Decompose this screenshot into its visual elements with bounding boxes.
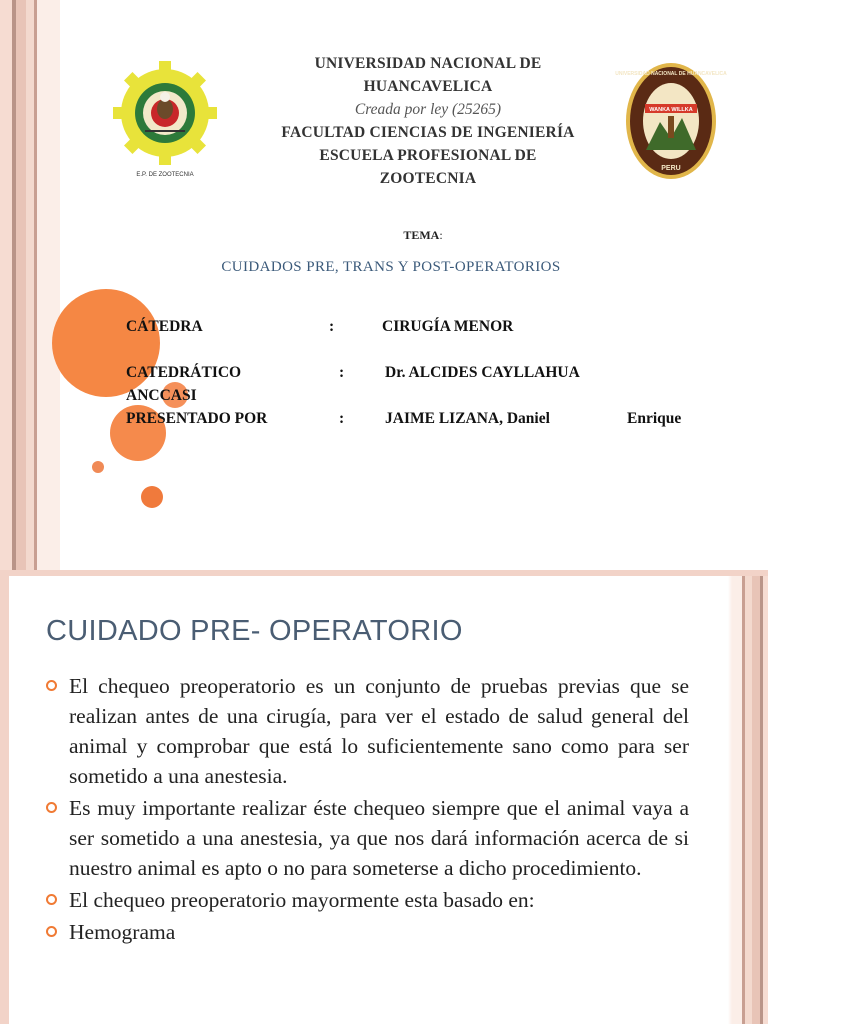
presentado-colon: :: [339, 410, 345, 427]
catedratico-value-cont: ANCCASI: [126, 387, 197, 404]
logo-right-bottom: PERU: [661, 165, 681, 172]
header-creation-law: Creada por ley (25265): [354, 101, 502, 118]
bullet-list: [44, 671, 689, 949]
school-seal-logo: [114, 58, 216, 180]
bullet-ring-icon: [46, 802, 57, 813]
catedra-value: CIRUGÍA MENOR: [382, 318, 514, 335]
decorative-circle-small: [141, 486, 163, 508]
content-slide: [0, 576, 768, 1024]
catedra-label: CÁTEDRA: [126, 318, 203, 335]
bullet-ring-icon: [46, 680, 57, 691]
catedratico-value: Dr. ALCIDES CAYLLAHUA: [385, 364, 580, 381]
decorative-left-bar: [0, 576, 9, 1024]
bullet-ring-icon: [46, 926, 57, 937]
university-header: [240, 52, 616, 190]
slide-title: CUIDADO PRE- OPERATORIO: [46, 615, 463, 647]
logo-left-caption: E.P. DE ZOOTECNIA: [136, 172, 194, 178]
decorative-circle-tiny: [92, 461, 104, 473]
header-line-2: HUANCAVELICA: [363, 78, 493, 95]
bullet-ring-icon: [46, 894, 57, 905]
header-line-1: UNIVERSIDAD NACIONAL DE: [314, 55, 542, 72]
decorative-stripes: [0, 0, 120, 576]
list-item: El chequeo preoperatorio mayormente esta basado en:: [44, 885, 689, 915]
list-item: Es muy importante realizar éste chequeo siempre que el animal vaya a ser sometido a una anestesia, ya que nos dará información acerca de si nuestro animal es apto o no para someterse a dicho procedimiento.: [44, 793, 689, 883]
list-item: El chequeo preoperatorio es un conjunto de pruebas previas que se realizan antes de una cirugía, para ver el estado de salud general del animal y comprobar que está lo suficientemente sano como para ser sometido a una anestesia.: [44, 671, 689, 791]
logo-right-top: UNIVERSIDAD NACIONAL DE HUANCAVELICA: [615, 71, 727, 77]
decorative-stripes: [728, 576, 768, 1024]
catedratico-label: CATEDRÁTICO: [126, 364, 242, 381]
presentation-subject: CUIDADOS PRE, TRANS Y POST-OPERATORIOS: [221, 259, 561, 275]
presentado-value-cont: Enrique: [627, 410, 682, 427]
catedra-colon: :: [329, 318, 335, 335]
presentado-label: PRESENTADO POR: [126, 410, 268, 427]
header-school-name: ZOOTECNIA: [379, 170, 477, 187]
header-school: ESCUELA PROFESIONAL DE: [319, 147, 537, 164]
logo-right-banner: WANKA WILLKA: [649, 107, 693, 113]
catedratico-colon: :: [339, 364, 345, 381]
header-faculty: FACULTAD CIENCIAS DE INGENIERÍA: [281, 124, 575, 141]
tema-label: TEMA:: [403, 228, 443, 242]
presentado-value: JAIME LIZANA, Daniel: [385, 410, 550, 427]
list-item: Hemograma: [44, 917, 689, 947]
university-seal-logo: [615, 60, 727, 182]
